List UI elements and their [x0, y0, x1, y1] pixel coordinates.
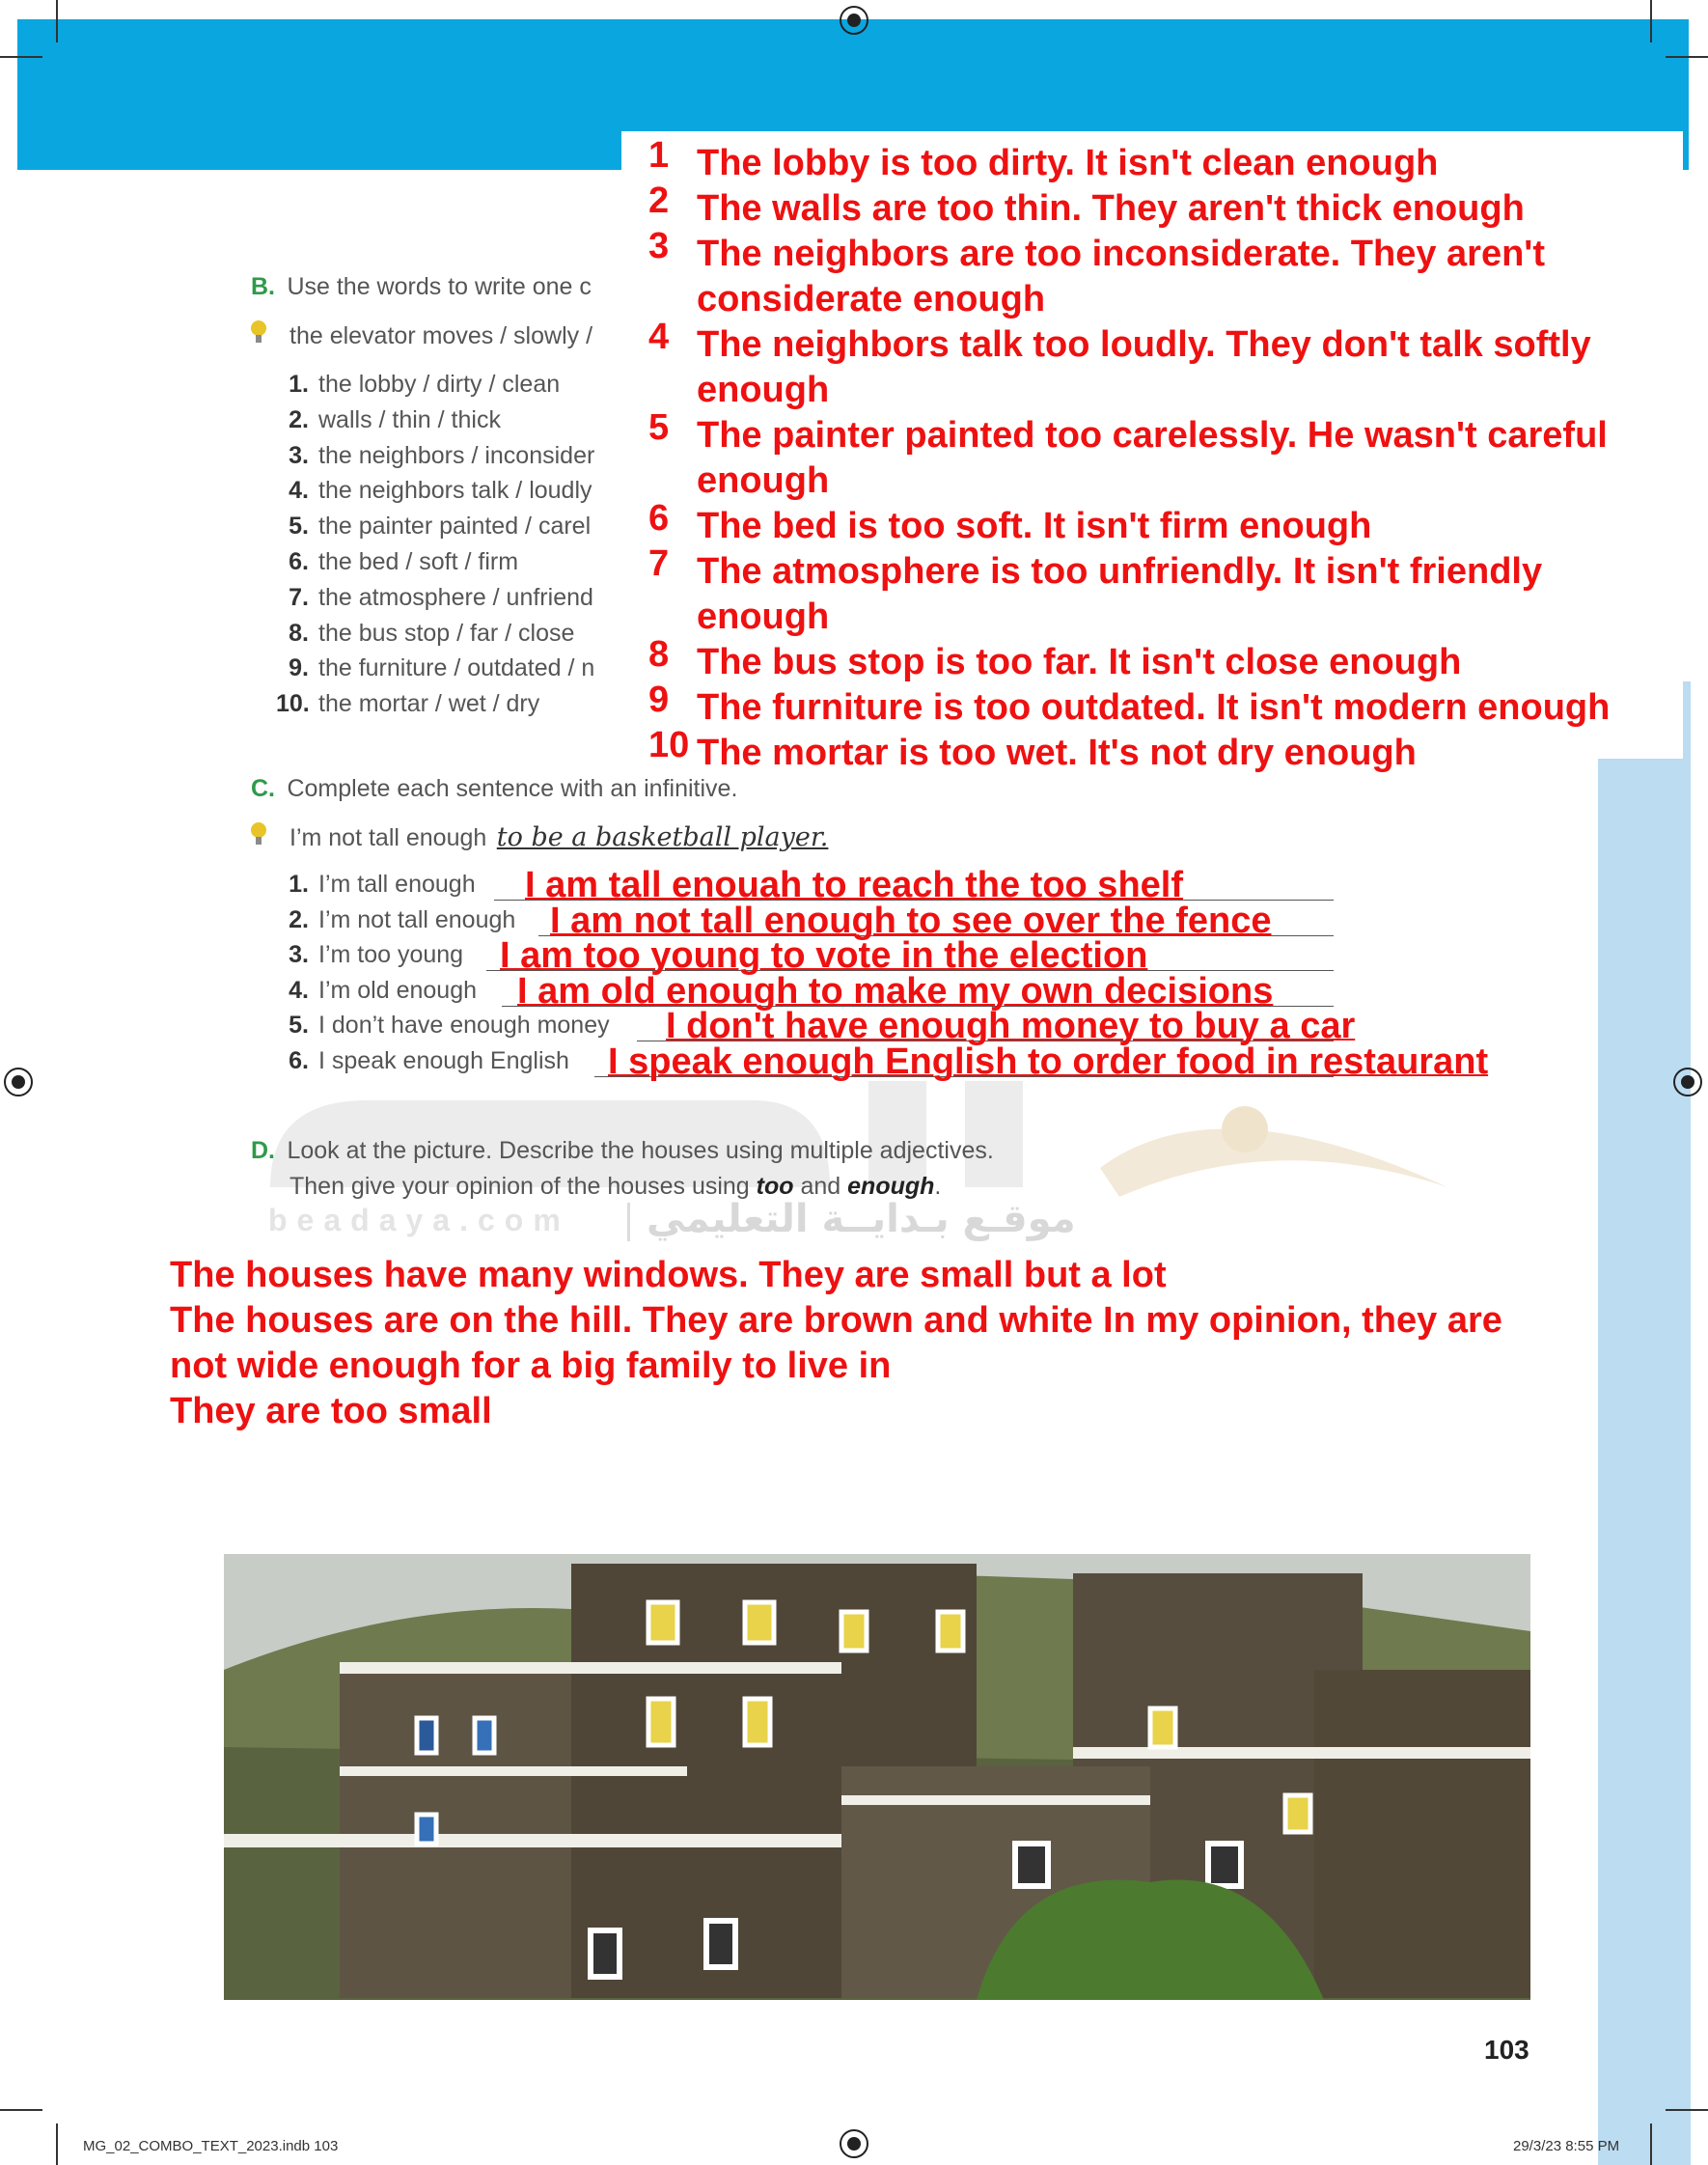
- list-item: [276, 548, 518, 576]
- section-instruction-line2: [289, 1173, 941, 1201]
- crop-mark: [56, 2123, 58, 2165]
- crop-mark: [1650, 0, 1652, 42]
- answer-number: 7: [648, 543, 670, 584]
- item-text: I speak enough English: [318, 1047, 569, 1074]
- item-text: the lobby / dirty / clean: [318, 371, 561, 398]
- instruction-text: .: [934, 1173, 942, 1200]
- instruction-text: and: [793, 1173, 848, 1200]
- item-text: the neighbors / inconsider: [318, 441, 595, 469]
- item-text: the bed / soft / firm: [318, 548, 519, 575]
- answer-number: 2: [648, 180, 670, 221]
- answer-text: The painter painted too carelessly. He wasn't careful: [697, 415, 1608, 456]
- item-text: I’m too young: [318, 941, 464, 969]
- keyword-enough: enough: [847, 1173, 935, 1200]
- example-answer: to be a basketball player.: [496, 822, 829, 852]
- side-margin-band: [1598, 681, 1691, 2165]
- answer-text: The furniture is too outdated. It isn't modern enough: [697, 687, 1611, 728]
- item-text: the furniture / outdated / n: [318, 654, 595, 682]
- list-item: [276, 654, 594, 682]
- list-item: [276, 442, 594, 470]
- item-number: 6.: [289, 548, 309, 575]
- crop-mark: [1650, 2123, 1652, 2165]
- answer-number: 10: [648, 725, 690, 765]
- answer-number: 1: [648, 135, 670, 176]
- instruction-text: Then give your opinion of the houses using: [289, 1173, 757, 1200]
- answer-number: 9: [648, 680, 670, 720]
- page-number: 103: [1484, 2035, 1529, 2065]
- lightbulb-icon: [251, 822, 266, 846]
- example-sentence: [289, 822, 828, 852]
- handwritten-answer[interactable]: I don't have enough money to buy a car: [666, 1006, 1356, 1047]
- answer-text: The walls are too thin. They aren't thick enough: [697, 188, 1525, 229]
- list-item: [276, 871, 476, 899]
- section-letter: B.: [251, 273, 275, 300]
- item-number: 5.: [289, 1012, 309, 1040]
- example-prefix: I’m not tall enough: [289, 824, 487, 851]
- section-d-heading: [251, 1137, 994, 1165]
- watermark-text: beadaya.com: [268, 1203, 570, 1237]
- answer-text: The bed is too soft. It isn't firm enough: [697, 506, 1372, 546]
- item-number: 2.: [289, 905, 309, 933]
- list-item: [276, 584, 593, 612]
- list-item: [276, 906, 515, 934]
- watermark-arabic-text: موقـع بـدايــة التعليمي: [647, 1197, 1076, 1241]
- list-item: [276, 941, 463, 969]
- answer-number: 4: [648, 317, 670, 357]
- lightbulb-icon: [251, 320, 266, 344]
- item-text: I don’t have enough money: [318, 1012, 610, 1040]
- keyword-too: too: [756, 1173, 794, 1200]
- item-text: walls / thin / thick: [318, 405, 501, 433]
- answer-number: 6: [648, 498, 670, 539]
- answer-text: The mortar is too wet. It's not dry enough: [697, 733, 1417, 773]
- list-item: [276, 406, 501, 434]
- footer-file-info: MG_02_COMBO_TEXT_2023.indb 103: [83, 2138, 339, 2154]
- answer-line: They are too small: [170, 1391, 492, 1431]
- footer-date: 29/3/23 8:55 PM: [1513, 2138, 1620, 2154]
- answer-text: The neighbors are too inconsiderate. They aren't: [697, 234, 1545, 274]
- section-letter: D.: [251, 1137, 275, 1164]
- answer-text: The bus stop is too far. It isn't close enough: [697, 642, 1462, 682]
- handwritten-answer[interactable]: I am old enough to make my own decisions: [517, 970, 1274, 1012]
- registration-mark-icon: [840, 6, 868, 35]
- answer-text: considerate enough: [697, 279, 1046, 319]
- item-number: 3.: [289, 941, 309, 969]
- list-item: [276, 371, 560, 399]
- houses-photo: [224, 1554, 1530, 2000]
- item-text: the mortar / wet / dry: [318, 690, 540, 718]
- list-item: [276, 1012, 610, 1040]
- answer-text: The neighbors talk too loudly. They don't talk softly: [697, 324, 1591, 365]
- answer-line: The houses are on the hill. They are brown and white In my opinion, they are: [170, 1300, 1502, 1341]
- handwritten-answer[interactable]: I am too young to vote in the election: [500, 935, 1148, 977]
- section-c-heading: [251, 775, 737, 803]
- item-number: 2.: [289, 405, 309, 433]
- list-item: [276, 513, 591, 541]
- list-item: [276, 1047, 569, 1075]
- answer-text: enough: [697, 597, 830, 637]
- list-item: [276, 620, 574, 648]
- item-text: I’m not tall enough: [318, 905, 516, 933]
- houses-photo-illustration: [224, 1554, 1530, 2000]
- item-number: 1.: [289, 871, 309, 898]
- item-text: the neighbors talk / loudly: [318, 477, 592, 505]
- item-number: 4.: [289, 976, 309, 1004]
- item-number: 9.: [289, 654, 309, 682]
- item-number: 6.: [289, 1047, 309, 1074]
- crop-mark: [1666, 56, 1708, 58]
- answer-number: 5: [648, 407, 670, 448]
- item-number: 3.: [289, 441, 309, 469]
- answer-number: 3: [648, 226, 670, 266]
- item-text: the bus stop / far / close: [318, 619, 575, 647]
- item-number: 10.: [276, 690, 310, 718]
- answer-line: not wide enough for a big family to live in: [170, 1346, 892, 1386]
- crop-mark: [1666, 2109, 1708, 2111]
- registration-mark-icon: [4, 1068, 33, 1096]
- crop-mark: [56, 0, 58, 42]
- item-text: I’m tall enough: [318, 871, 476, 898]
- section-instruction: Complete each sentence with an infinitive.: [287, 775, 738, 802]
- handwritten-answer[interactable]: I am tall enouah to reach the too shelf: [525, 865, 1183, 905]
- answer-text: The lobby is too dirty. It isn't clean enough: [697, 143, 1439, 183]
- example-text: the elevator moves / slowly /: [289, 322, 593, 349]
- item-number: 8.: [289, 619, 309, 647]
- list-item: [276, 977, 477, 1005]
- registration-mark-icon: [840, 2129, 868, 2158]
- handwritten-answer[interactable]: I speak enough English to order food in restaurant: [608, 1041, 1489, 1082]
- item-number: 1.: [289, 371, 309, 398]
- list-item: [276, 690, 539, 718]
- answer-text: The atmosphere is too unfriendly. It isn't friendly: [697, 551, 1543, 592]
- list-item: [276, 477, 592, 505]
- item-number: 4.: [289, 477, 309, 505]
- item-number: 7.: [289, 583, 309, 611]
- answer-number: 8: [648, 634, 670, 675]
- item-number: 5.: [289, 513, 309, 541]
- answer-text: enough: [697, 460, 830, 501]
- handwritten-answer[interactable]: I am not tall enough to see over the fence: [550, 900, 1272, 941]
- section-instruction: Use the words to write one c: [287, 273, 592, 300]
- crop-mark: [0, 56, 42, 58]
- watermark-divider: [627, 1203, 630, 1241]
- answer-text: enough: [697, 370, 830, 410]
- item-text: the painter painted / carel: [318, 513, 592, 541]
- answer-line: The houses have many windows. They are small but a lot: [170, 1255, 1167, 1295]
- section-b-heading: [251, 273, 592, 301]
- section-instruction-line1: Look at the picture. Describe the houses using multiple adjectives.: [287, 1137, 994, 1164]
- section-letter: C.: [251, 775, 275, 802]
- section-d-answers: [170, 1253, 1598, 1434]
- item-text: I’m old enough: [318, 976, 478, 1004]
- crop-mark: [0, 2109, 42, 2111]
- registration-mark-icon: [1673, 1068, 1702, 1096]
- item-text: the atmosphere / unfriend: [318, 583, 593, 611]
